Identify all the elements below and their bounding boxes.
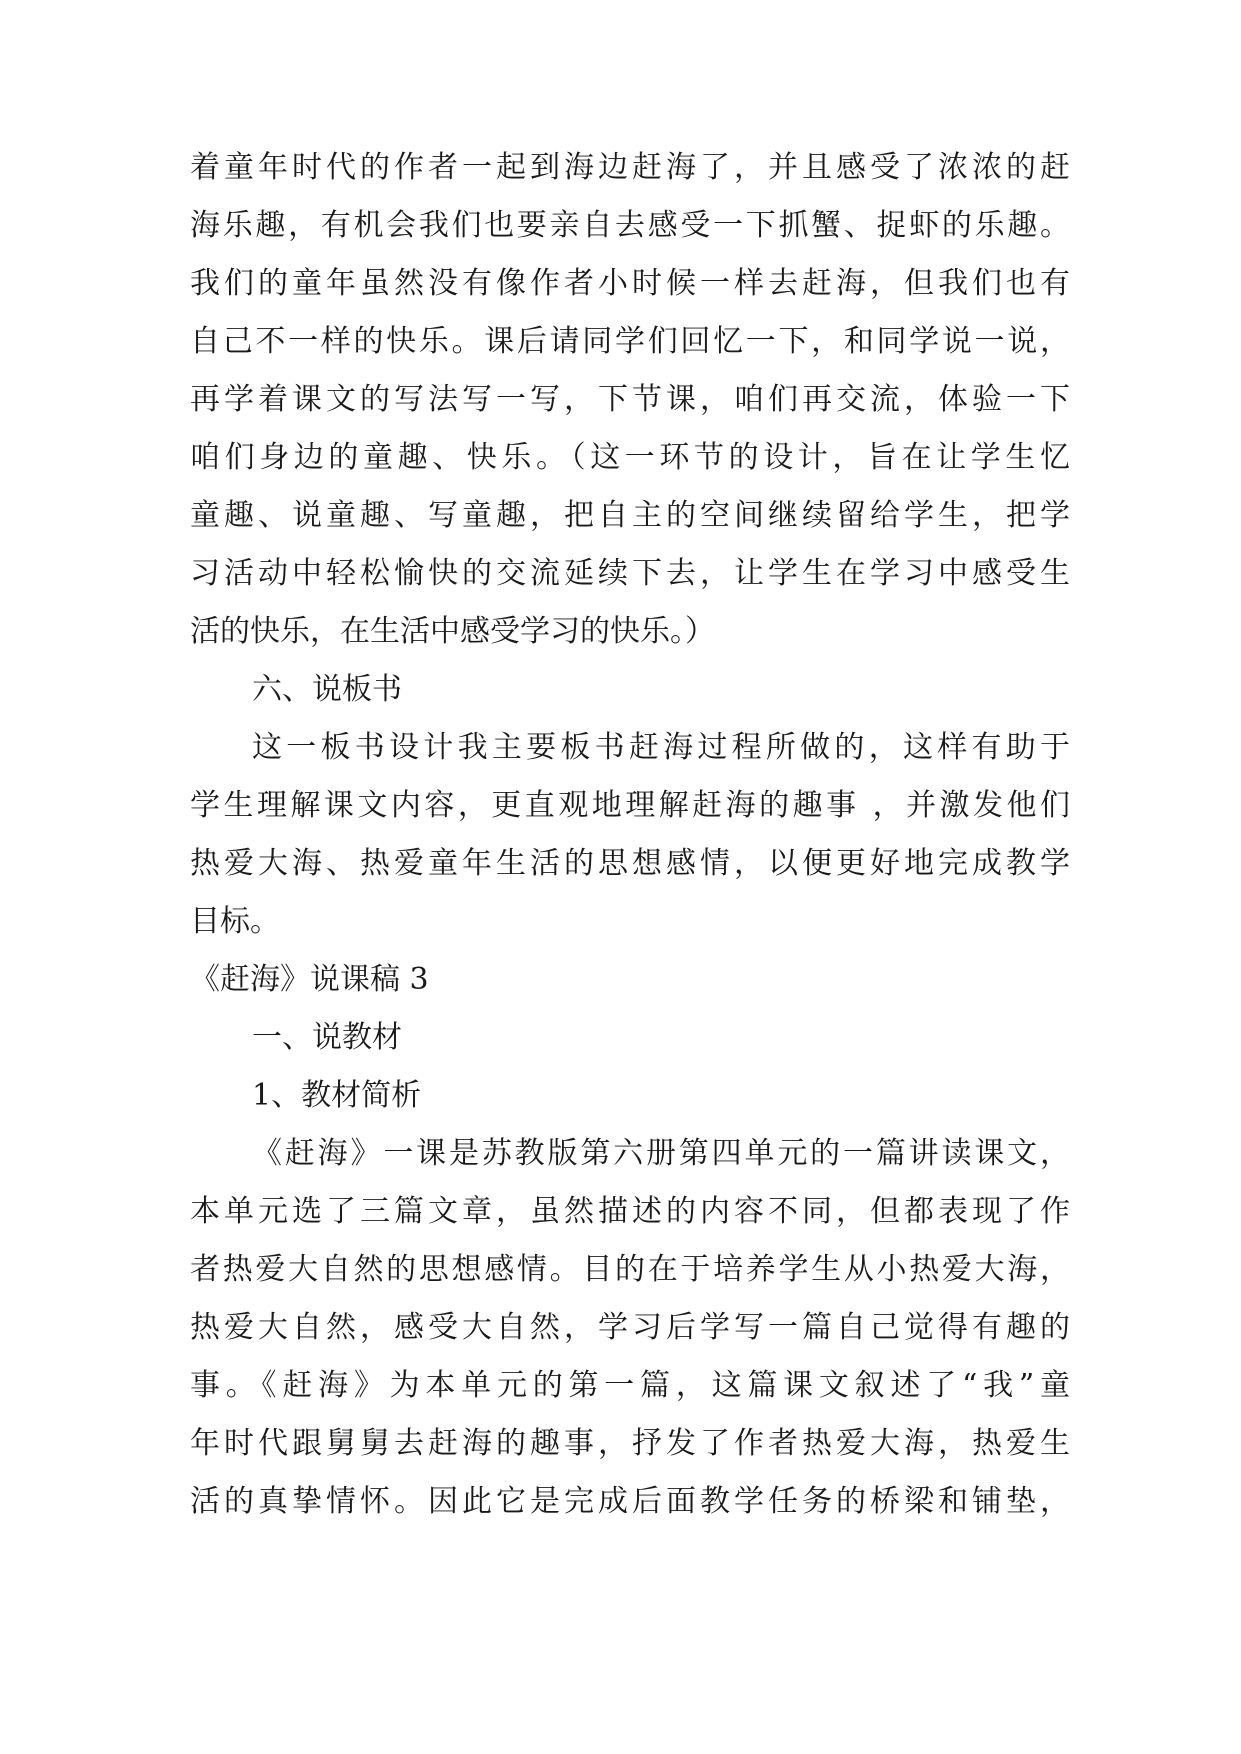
paragraph-line: 热爱大海、热爱童年生活的思想感情，以便更好地完成教学: [190, 846, 1070, 881]
paragraph-line: 海乐趣，有机会我们也要亲自去感受一下抓蟹、捉虾的乐趣。: [190, 208, 1070, 243]
paragraph-line: 活的真挚情怀。因此它是完成后面教学任务的桥梁和铺垫，: [190, 1484, 1070, 1519]
paragraph-line: 咱们身边的童趣、快乐。（这一环节的设计，旨在让学生忆: [190, 440, 1070, 475]
paragraph-line: 学生理解课文内容，更直观地理解赶海的趣事 ，并激发他们: [190, 788, 1070, 823]
paragraph-line: 本单元选了三篇文章，虽然描述的内容不同，但都表现了作: [190, 1194, 1070, 1229]
paragraph-line: 热爱大自然，感受大自然，学习后学写一篇自己觉得有趣的: [190, 1310, 1070, 1345]
document-title: 《赶海》说课稿 3: [190, 962, 429, 997]
paragraph-line: 自己不一样的快乐。课后请同学们回忆一下，和同学说一说，: [190, 324, 1070, 359]
paragraph-line: 目标。: [190, 904, 280, 939]
paragraph-line: 我们的童年虽然没有像作者小时候一样去赶海，但我们也有: [190, 266, 1070, 301]
section-heading: 一、说教材: [252, 1020, 402, 1055]
paragraph-line: 这一板书设计我主要板书赶海过程所做的，这样有助于: [252, 730, 1070, 765]
paragraph-line: 活的快乐，在生活中感受学习的快乐。）: [190, 614, 715, 649]
paragraph-line: 者热爱大自然的思想感情。目的在于培养学生从小热爱大海，: [190, 1252, 1070, 1287]
paragraph-line: 年时代跟舅舅去赶海的趣事，抒发了作者热爱大海，热爱生: [190, 1426, 1070, 1461]
paragraph-line: 再学着课文的写法写一写，下节课，咱们再交流，体验一下: [190, 382, 1070, 417]
paragraph-line: 童趣、说童趣、写童趣，把自主的空间继续留给学生，把学: [190, 498, 1070, 533]
paragraph-line: 《赶海》一课是苏教版第六册第四单元的一篇讲读课文，: [252, 1136, 1070, 1171]
paragraph-line: 着童年时代的作者一起到海边赶海了，并且感受了浓浓的赶: [190, 150, 1070, 185]
section-heading: 六、说板书: [252, 672, 402, 707]
subsection-heading: 1、教材简析: [252, 1078, 422, 1113]
paragraph-line: 习活动中轻松愉快的交流延续下去，让学生在学习中感受生: [190, 556, 1070, 591]
paragraph-line: 事。《赶海》为本单元的第一篇，这篇课文叙述了“我”童: [190, 1368, 1070, 1403]
